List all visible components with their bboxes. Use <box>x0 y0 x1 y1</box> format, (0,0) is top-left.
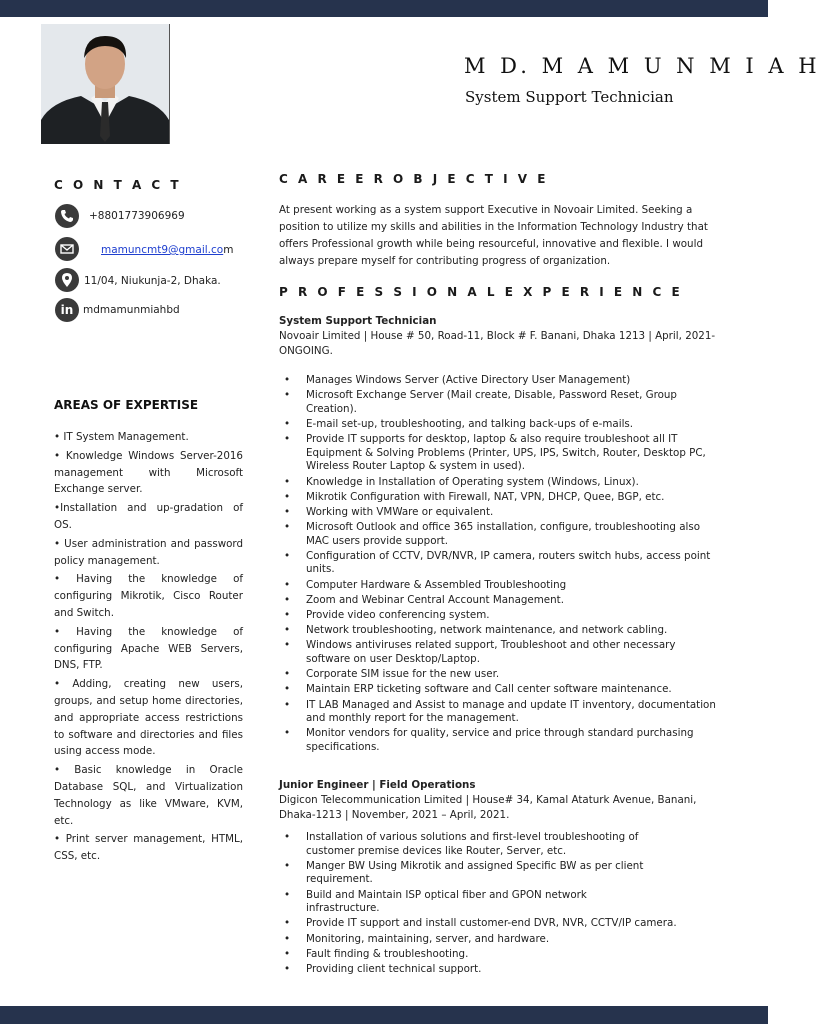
location-icon <box>55 268 79 292</box>
duty-item: • IT LAB Managed and Assist to manage and update IT inventory, documentation and monthly report for the management. <box>284 699 720 726</box>
phone-icon <box>55 204 79 228</box>
expertise-item: • Having the knowledge of configuring Mikrotik, Cisco Router and Switch. <box>54 573 243 619</box>
duty-item: • Manages Windows Server (Active Directory User Management) <box>284 374 720 388</box>
expertise-item: • Knowledge Windows Server-2016 management with Microsoft Exchange server. <box>54 449 243 496</box>
expertise-item: • Basic knowledge in Oracle Database SQL, and Virtualization Technology as like VMware, KVM, etc. <box>54 764 243 827</box>
bottom-banner <box>0 1006 768 1024</box>
duty-item: • Zoom and Webinar Central Account Management. <box>284 594 720 608</box>
address: 11/04, Niukunja-2, Dhaka. <box>84 275 221 287</box>
duty-item: • Provide video conferencing system. <box>284 609 720 623</box>
duty-item: • Provide IT support and install customer-end DVR, NVR, CCTV/IP camera. <box>284 917 644 931</box>
duty-item: • Windows antiviruses related support, Troubleshoot and other necessary software on user Desktop/Laptop. <box>284 639 720 666</box>
email-line <box>101 244 233 256</box>
person-name: M D. M A M U N M I A H <box>464 54 821 78</box>
expertise-item: • Having the knowledge of configuring Apache WEB Servers, DNS, FTP. <box>54 625 243 672</box>
linkedin-icon: in <box>55 298 79 322</box>
phone-number: +8801773906969 <box>89 210 185 222</box>
duty-item: • Manger BW Using Mikrotik and assigned Specific BW as per client requirement. <box>284 860 644 887</box>
duty-item: • Working with VMWare or equivalent. <box>284 506 720 520</box>
top-banner <box>0 0 768 17</box>
profile-photo <box>41 24 170 144</box>
job-header <box>279 314 719 359</box>
expertise-item: •Installation and up-gradation of OS. <box>54 502 243 531</box>
job-title: System Support Technician <box>279 315 437 327</box>
duty-item: • Installation of various solutions and first-level troubleshooting of customer premise devices like Router, Server, etc. <box>284 831 644 858</box>
duty-item: • Providing client technical support. <box>284 963 644 977</box>
contact-heading: C O N T A C T <box>54 178 182 192</box>
duty-item: • Computer Hardware & Assembled Troubleshooting <box>284 579 720 593</box>
expertise-item: • User administration and password policy management. <box>54 537 243 567</box>
duty-item: • Knowledge in Installation of Operating system (Windows, Linux). <box>284 476 720 490</box>
career-heading: C A R E E R O B J E C T I V E <box>279 172 549 186</box>
job-company: Digicon Telecommunication Limited | House# 34, Kamal Ataturk Avenue, Banani, Dhaka-1213 | November, 2021 – April, 2021. <box>279 794 697 821</box>
email-tail: m <box>223 244 234 256</box>
duty-item: • Microsoft Exchange Server (Mail create, Disable, Password Reset, Group Creation). <box>284 389 720 416</box>
job-role: System Support Technician <box>465 88 674 106</box>
duty-item: • Mikrotik Configuration with Firewall, NAT, VPN, DHCP, Quee, BGP, etc. <box>284 491 720 505</box>
duty-item: • Maintain ERP ticketing software and Call center software maintenance. <box>284 683 720 697</box>
expertise-item: • Adding, creating new users, groups, and setup home directories, and appropriate access restrictions to software and directories and files using access mode. <box>54 678 243 758</box>
duty-item: • E-mail set-up, troubleshooting, and talking back-ups of e-mails. <box>284 418 720 432</box>
duty-list <box>284 831 677 978</box>
duty-item: • Monitoring, maintaining, server, and hardware. <box>284 933 644 947</box>
expertise-item: • IT System Management. <box>54 431 189 443</box>
expertise-list <box>54 429 243 867</box>
expertise-heading: AREAS OF EXPERTISE <box>54 398 199 412</box>
job-company: Novoair Limited | House # 50, Road-11, Block # F. Banani, Dhaka 1213 | April, 2021- ONGOING. <box>279 330 716 357</box>
email-icon <box>55 237 79 261</box>
duty-item: • Microsoft Outlook and office 365 installation, configure, troubleshooting also MAC users provide support. <box>284 521 720 548</box>
job-title: Junior Engineer | Field Operations <box>279 779 476 791</box>
duty-item: • Corporate SIM issue for the new user. <box>284 668 720 682</box>
duty-list <box>284 374 720 756</box>
duty-item: • Monitor vendors for quality, service and price through standard purchasing specifications. <box>284 727 720 754</box>
duty-item: • Fault finding & troubleshooting. <box>284 948 644 962</box>
linkedin-handle[interactable]: mdmamunmiahbd <box>83 304 180 316</box>
expertise-item: • Print server management, HTML, CSS, etc. <box>54 833 243 863</box>
duty-item: • Provide IT supports for desktop, laptop & also require troubleshoot all IT Equipment & Solving Problems (Printer, UPS, IPS, Switch, Router, Desktop PC, Wireless Router Laptop & system in used). <box>284 433 720 474</box>
career-text: At present working as a system support Executive in Novoair Limited. Seeking a position to utilize my skills and abilities in the Information Technology Industry that offers Professional growth while being resourceful, innovative and flexible. I would always prepare myself for contributing progress of organization. <box>279 204 708 267</box>
email-link[interactable]: mamuncmt9@gmail.co <box>101 244 224 256</box>
duty-item: • Build and Maintain ISP optical fiber and GPON network infrastructure. <box>284 889 644 916</box>
experience-heading: P R O F E S S I O N A L E X P E R I E N C E <box>279 285 683 299</box>
duty-item: • Configuration of CCTV, DVR/NVR, IP camera, routers switch hubs, access point units. <box>284 550 720 577</box>
duty-item: • Network troubleshooting, network maintenance, and network cabling. <box>284 624 720 638</box>
job-header <box>279 778 719 823</box>
